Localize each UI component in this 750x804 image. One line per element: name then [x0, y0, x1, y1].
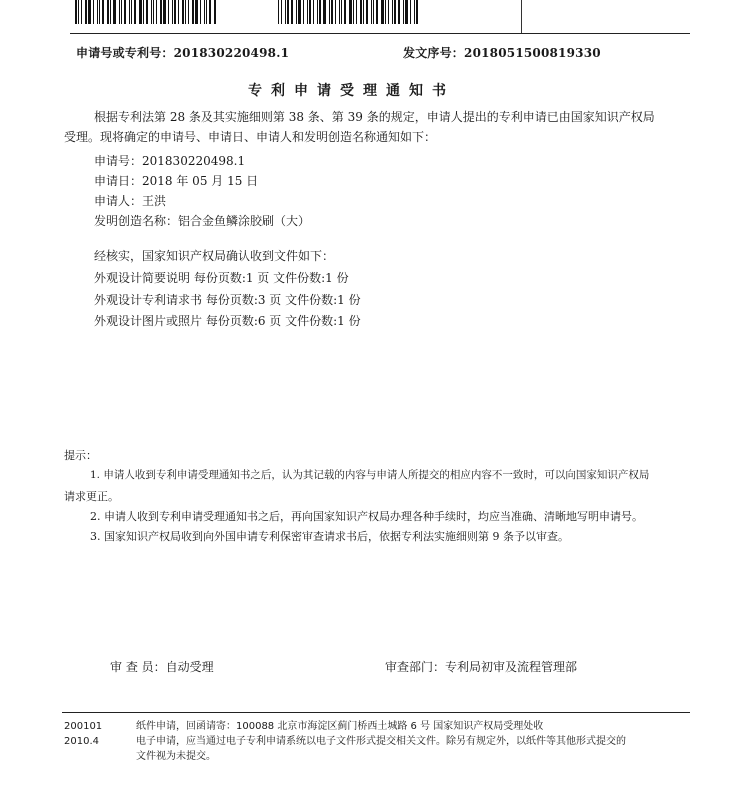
footer-line-1: 纸件申请，回函请寄：100088 北京市海淀区蓟门桥西土城路 6 号 国家知识产权局受理处收: [136, 721, 544, 732]
footer-line-2: 电子申请，应当通过电子专利申请系统以电子文件形式提交相关文件。除另有规定外，以纸件等其他形式提交的: [136, 736, 626, 747]
header-divider: [521, 0, 522, 33]
field-value: 201830220498.1: [142, 154, 246, 168]
document-item: 外观设计专利请求书 每份页数:3 页 文件份数:1 份: [94, 293, 361, 307]
note-item: 2. 申请人收到专利申请受理通知书之后，再向国家知识产权局办理各种手续时，均应当准确、清晰地写明申请号。: [90, 510, 643, 523]
issue-number-line: [403, 44, 601, 61]
field-value: 2018 年 05 月 15 日: [142, 174, 259, 188]
intro-line-2: 受理。现将确定的申请号、申请日、申请人和发明创造名称通知如下：: [64, 130, 437, 144]
field-application-number: [94, 151, 245, 171]
notes-heading: 提示：: [64, 449, 97, 462]
field-invention-name: [94, 211, 310, 231]
field-value: 铝合金鱼鳞涂胶刷（大）: [178, 214, 311, 228]
department-value: 专利局初审及流程管理部: [445, 660, 578, 674]
barcode-left: [75, 0, 220, 24]
examiner-line: [110, 657, 214, 677]
note-item: 请求更正。: [64, 490, 119, 503]
field-filing-date: [94, 171, 258, 191]
issue-number: 2018051500819330: [464, 46, 601, 60]
note-item: 1. 申请人收到专利申请受理通知书之后，认为其记载的内容与申请人所提交的相应内容不一致时，可以向国家知识产权局: [90, 469, 650, 481]
examiner-label: 审 查 员：: [110, 660, 166, 674]
footer-rule: [62, 712, 690, 713]
department-line: [385, 657, 577, 677]
field-label: 发明创造名称：: [94, 214, 179, 228]
field-label: 申请日：: [94, 174, 143, 188]
application-number-line: [76, 44, 289, 61]
note-item: 3. 国家知识产权局收到向外国申请专利保密审查请求书后，依据专利法实施细则第 9 条予以审查。: [90, 530, 569, 543]
field-label: 申请号：: [94, 154, 143, 168]
footer-code-2: 2010.4: [64, 736, 99, 747]
field-label: 申请人：: [94, 194, 143, 208]
footer-code-1: 200101: [64, 721, 103, 732]
application-number-label: 申请号或专利号：: [76, 46, 174, 60]
header-rule: [70, 33, 690, 34]
department-label: 审查部门：: [385, 660, 446, 674]
barcode-right: [278, 0, 423, 24]
examiner-value: 自动受理: [165, 660, 214, 674]
footer-line-3: 文件视为未提交。: [136, 751, 216, 762]
document-title: 专利申请受理通知书: [248, 83, 455, 99]
intro-line-1: 根据专利法第 28 条及其实施细则第 38 条、第 39 条的规定，申请人提出的专利申请已由国家知识产权局: [94, 110, 655, 124]
field-value: 王洪: [142, 194, 167, 208]
issue-number-label: 发文序号：: [403, 46, 465, 60]
verified-heading: 经核实，国家知识产权局确认收到文件如下：: [94, 249, 335, 263]
document-item: 外观设计简要说明 每份页数:1 页 文件份数:1 份: [94, 271, 349, 285]
field-applicant: [94, 191, 166, 211]
document-item: 外观设计图片或照片 每份页数:6 页 文件份数:1 份: [94, 314, 361, 328]
application-number: 201830220498.1: [173, 46, 290, 60]
